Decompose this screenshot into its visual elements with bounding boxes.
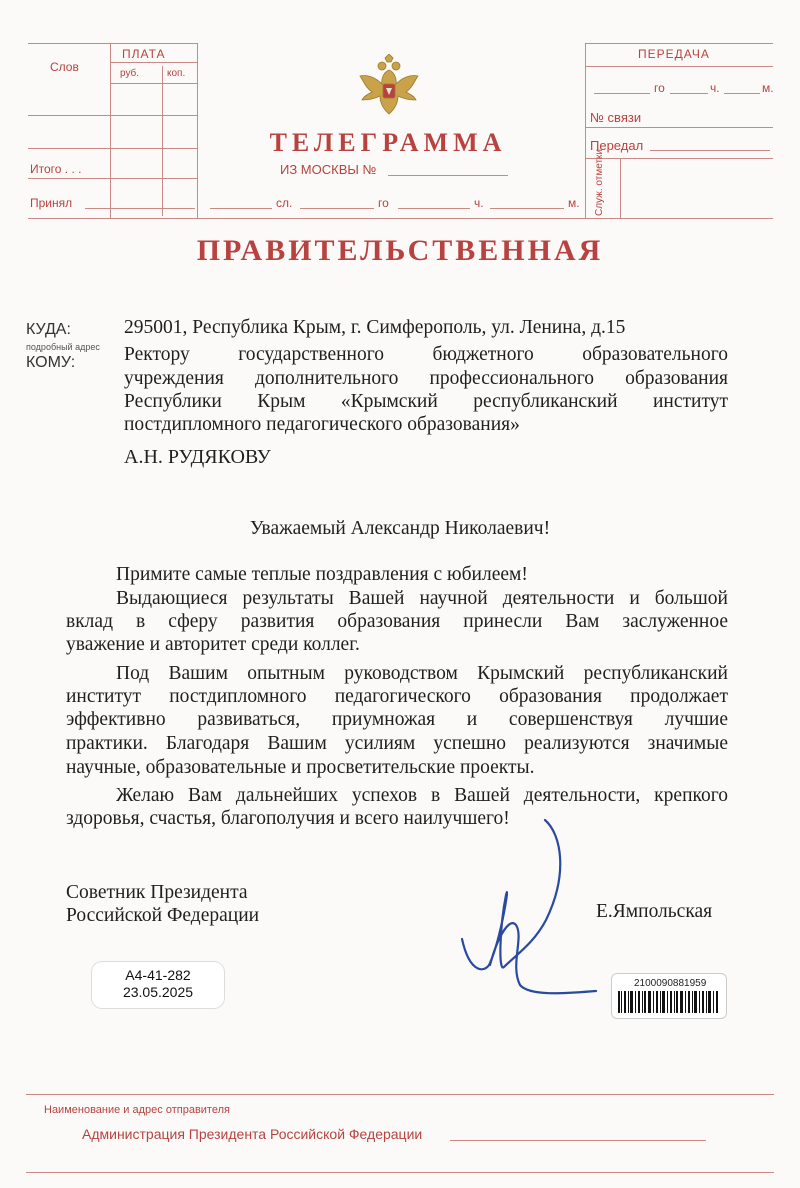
prinyal-label: Принял xyxy=(30,196,73,210)
kuda-label: КУДА: xyxy=(26,321,71,338)
rub-label: руб. xyxy=(120,68,140,79)
m-label: м. xyxy=(568,196,580,210)
sluzh-otmetki-label: Служ. отметки xyxy=(594,149,605,216)
paragraph-2-line-3: уважение и авторитет среди коллег. xyxy=(66,634,360,655)
paragraph-3-line-1: Под Вашим опытным руководством Крымский республиканский xyxy=(116,663,728,684)
kop-label: коп. xyxy=(167,68,186,79)
slov-label: Слов xyxy=(50,60,79,74)
peredacha-label: ПЕРЕДАЧА xyxy=(638,47,710,61)
komu-line-1: Ректору государственного бюджетного образовательного xyxy=(124,344,728,365)
recipient-name: А.Н. РУДЯКОВУ xyxy=(124,446,271,468)
paragraph-3-line-2: институт постдипломного педагогического образования продолжает xyxy=(66,686,728,707)
kuda-address: 295001, Республика Крым, г. Симферополь, ул. Ленина, д.15 xyxy=(124,317,626,338)
komu-label: КОМУ: xyxy=(26,354,76,371)
registration-stamp xyxy=(92,962,224,1008)
barcode-number: 2100090881959 xyxy=(634,978,707,989)
detail-address-label: подробный адрес xyxy=(26,342,100,352)
paragraph-2-line-2: вклад в сферу развития образования принесли Вам заслуженное xyxy=(66,611,728,632)
barcode-bars xyxy=(618,991,720,1013)
coat-of-arms-icon xyxy=(354,54,424,124)
salutation: Уважаемый Александр Николаевич! xyxy=(249,518,551,539)
paragraph-2-line-1: Выдающиеся результаты Вашей научной деятельности и большой xyxy=(116,588,728,609)
barcode-sticker xyxy=(612,974,726,1018)
iz-moskvy-label: ИЗ МОСКВЫ № xyxy=(280,162,377,177)
ch-label: ч. xyxy=(474,196,484,210)
signer-position-line-1: Советник Президента xyxy=(66,882,248,903)
telegram-title: ТЕЛЕГРАММА xyxy=(269,128,507,157)
m-right-label: м. xyxy=(762,81,774,95)
sender-name: Администрация Президента Российской Федерации xyxy=(82,1126,423,1142)
go-label: го xyxy=(378,196,389,210)
ch-right-label: ч. xyxy=(710,81,720,95)
paragraph-3-line-4: практики. Благодаря Вашим усилиям успешно реализуются значимые xyxy=(66,733,728,754)
stamp-number: А4-41-282 xyxy=(125,967,191,983)
plata-label: ПЛАТА xyxy=(122,47,166,61)
komu-line-2: учреждения дополнительного профессионального образования xyxy=(124,368,728,389)
paragraph-4-line-1: Желаю Вам дальнейших успехов в Вашей деятельности, крепкого xyxy=(116,785,728,806)
signer-position-line-2: Российской Федерации xyxy=(66,905,260,926)
itogo-label: Итого . . . xyxy=(30,162,82,176)
paragraph-3-line-3: эффективно развиваться, приумножая и совершенствуя лучшие xyxy=(66,709,728,730)
government-label: ПРАВИТЕЛЬСТВЕННАЯ xyxy=(196,234,604,267)
paragraph-4-line-2: здоровья, счастья, благополучия и всего наилучшего! xyxy=(66,808,510,829)
paragraph-1: Примите самые теплые поздравления с юбилеем! xyxy=(116,564,528,585)
paragraph-3-line-5: научные, образовательные и просветительские проекты. xyxy=(66,757,535,778)
svyaz-label: № связи xyxy=(590,110,642,125)
go-right-label: го xyxy=(654,81,665,95)
komu-line-3: Республики Крым «Крымский республиканский институт xyxy=(124,391,728,412)
stamp-date: 23.05.2025 xyxy=(122,984,194,1000)
signer-name: Е.Ямпольская xyxy=(596,901,713,922)
peredal-label: Передал xyxy=(590,138,644,153)
komu-line-4: постдипломного педагогического образования» xyxy=(124,414,520,435)
sender-label: Наименование и адрес отправителя xyxy=(44,1104,230,1116)
sl-label: сл. xyxy=(276,196,293,210)
